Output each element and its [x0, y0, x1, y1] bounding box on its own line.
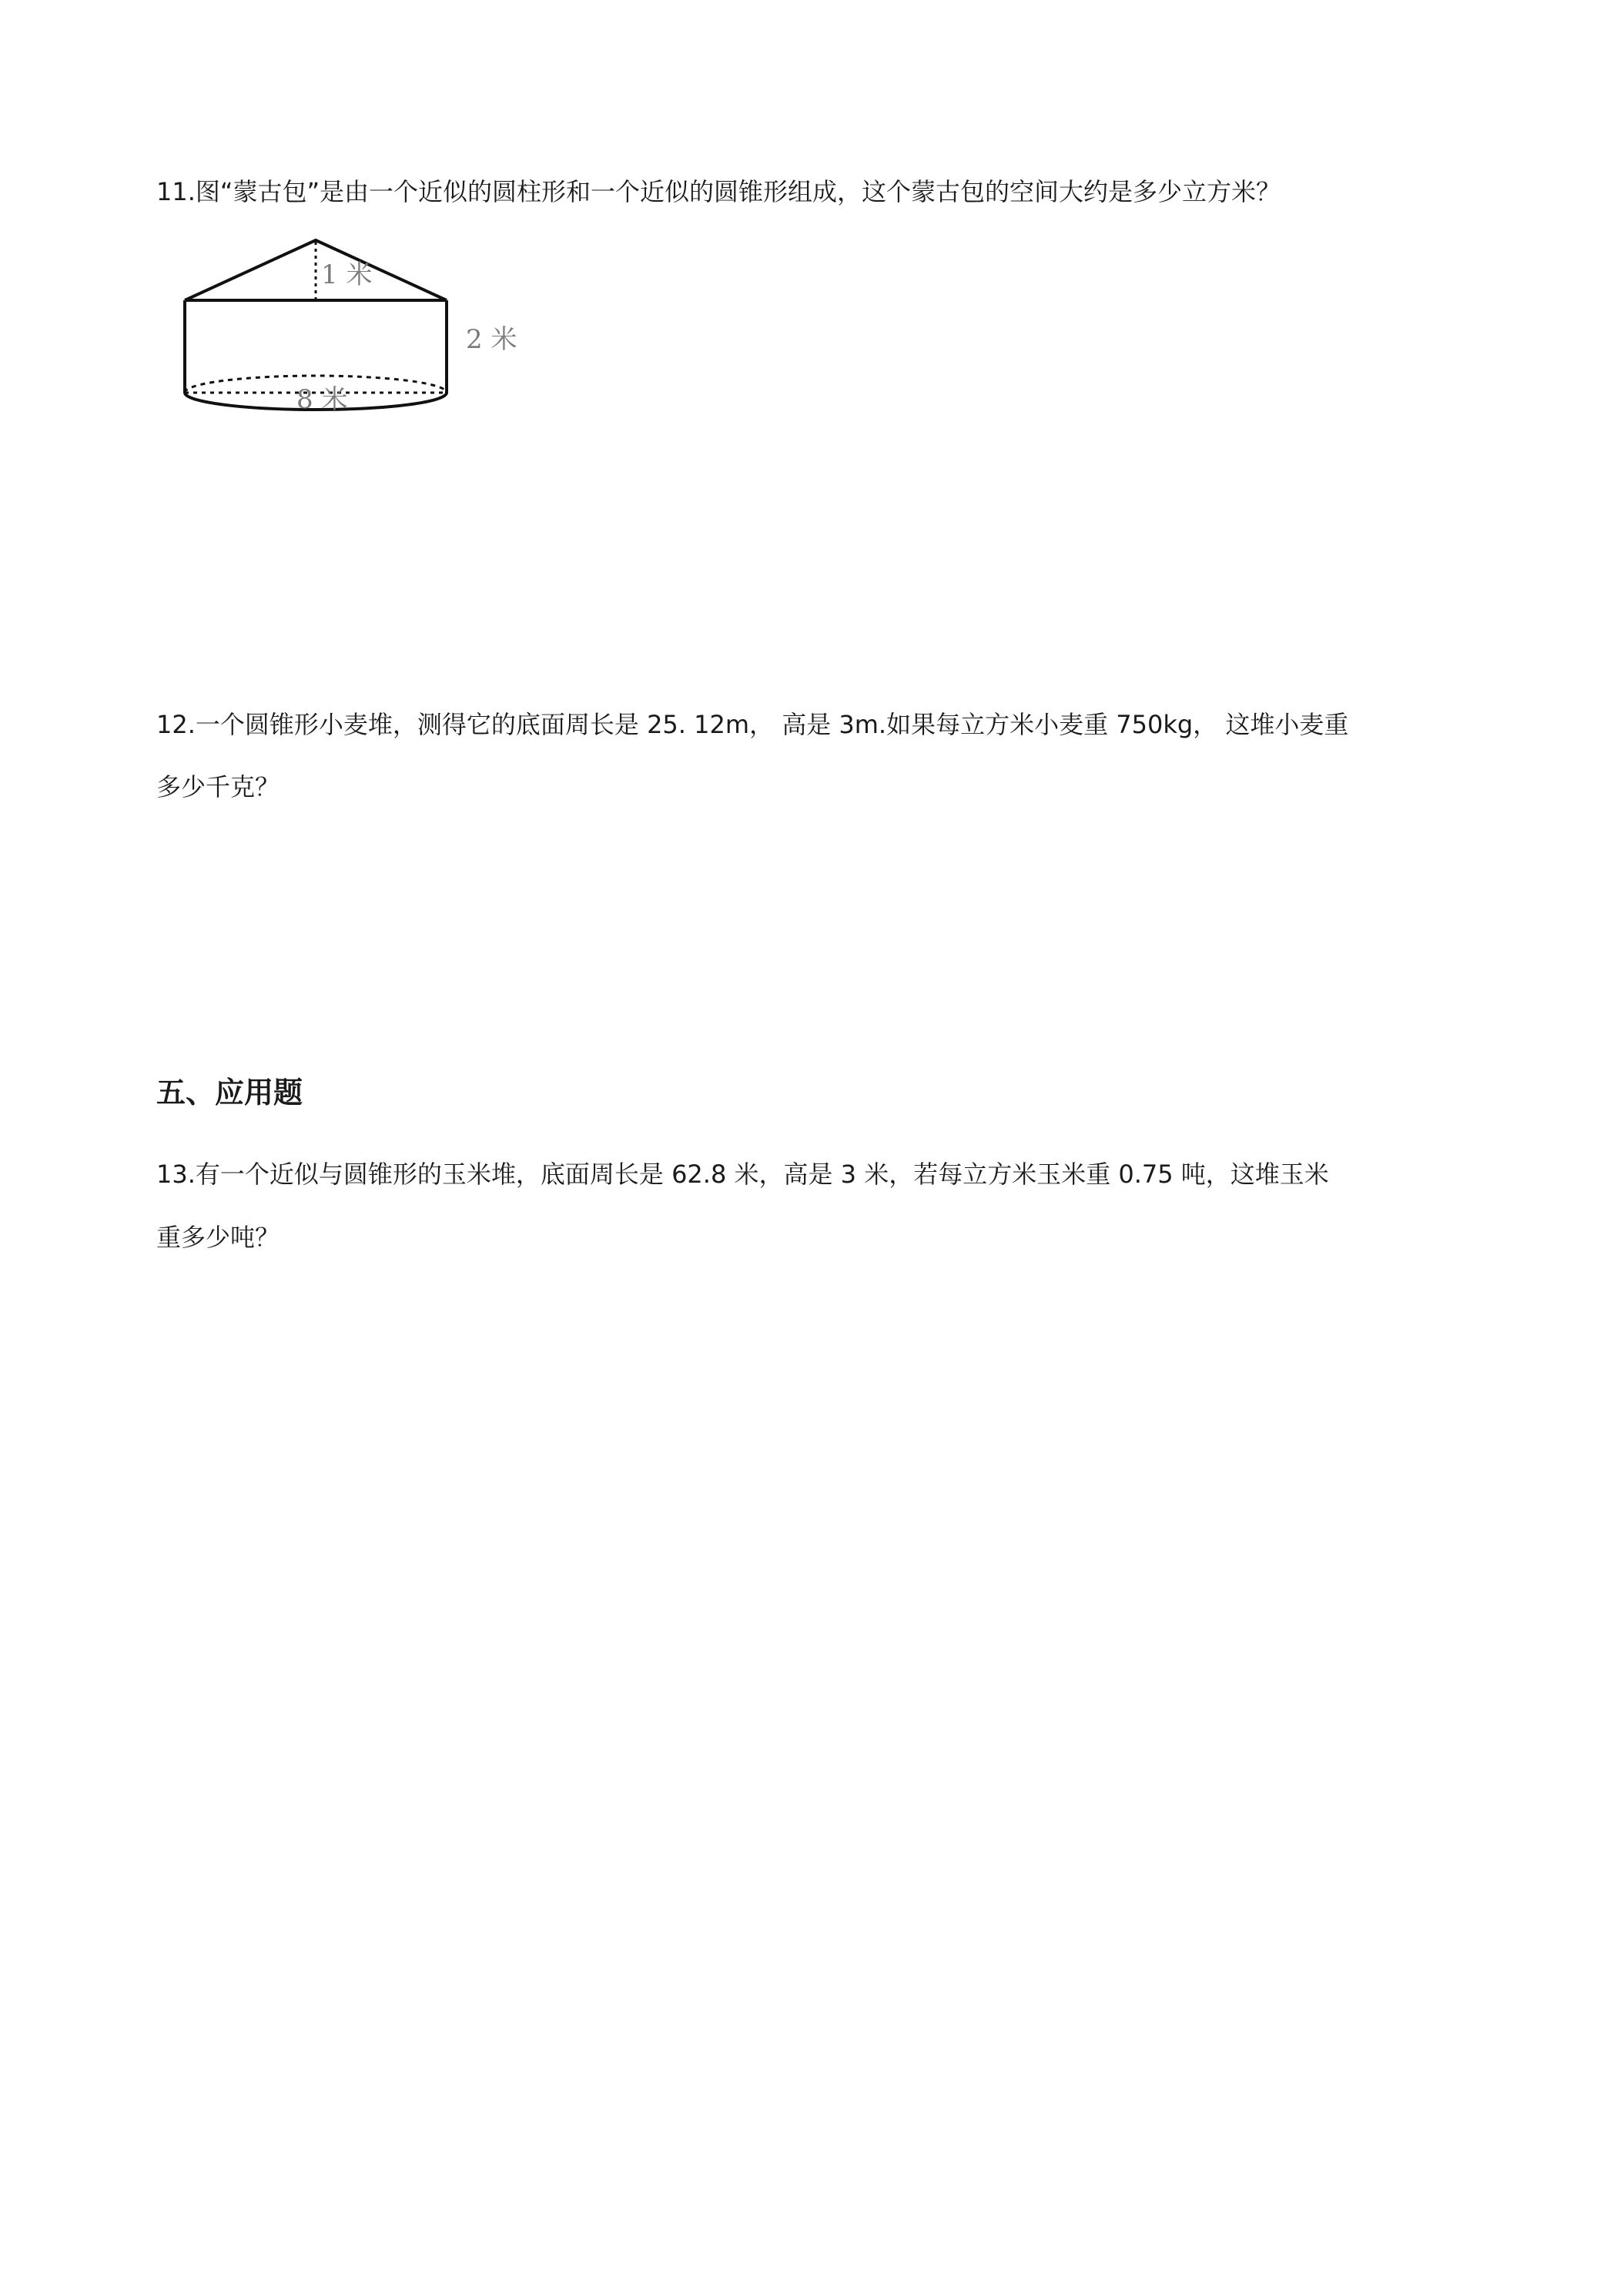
cone-height-label: 1 米: [321, 259, 373, 290]
section-heading: 五、应用题: [156, 1076, 303, 1110]
question-13-text-line2: 重多少吨？: [156, 1223, 280, 1252]
question-12-text-line2: 多少千克？: [156, 772, 280, 802]
cylinder-height-label: 2 米: [466, 324, 517, 355]
question-13-text-line1: 13.有一个近似与圆锥形的玉米堆，底面周长是 62.8 米，高是 3 米，若每立方米玉米重 0.75 吨，这堆玉米: [156, 1160, 1329, 1189]
question-11-text: 11.图“蒙古包”是由一个近似的圆柱形和一个近似的圆锥形组成，这个蒙古包的空间大约是多少立方米？: [156, 177, 1281, 206]
question-12-text-line1: 12.一个圆锥形小麦堆，测得它的底面周长是 25. 12m， 高是 3m.如果每立方米小麦重 750kg， 这堆小麦重: [156, 710, 1349, 739]
diameter-label: 8 米: [296, 384, 348, 415]
mongolian-yurt-figure: [173, 231, 527, 423]
